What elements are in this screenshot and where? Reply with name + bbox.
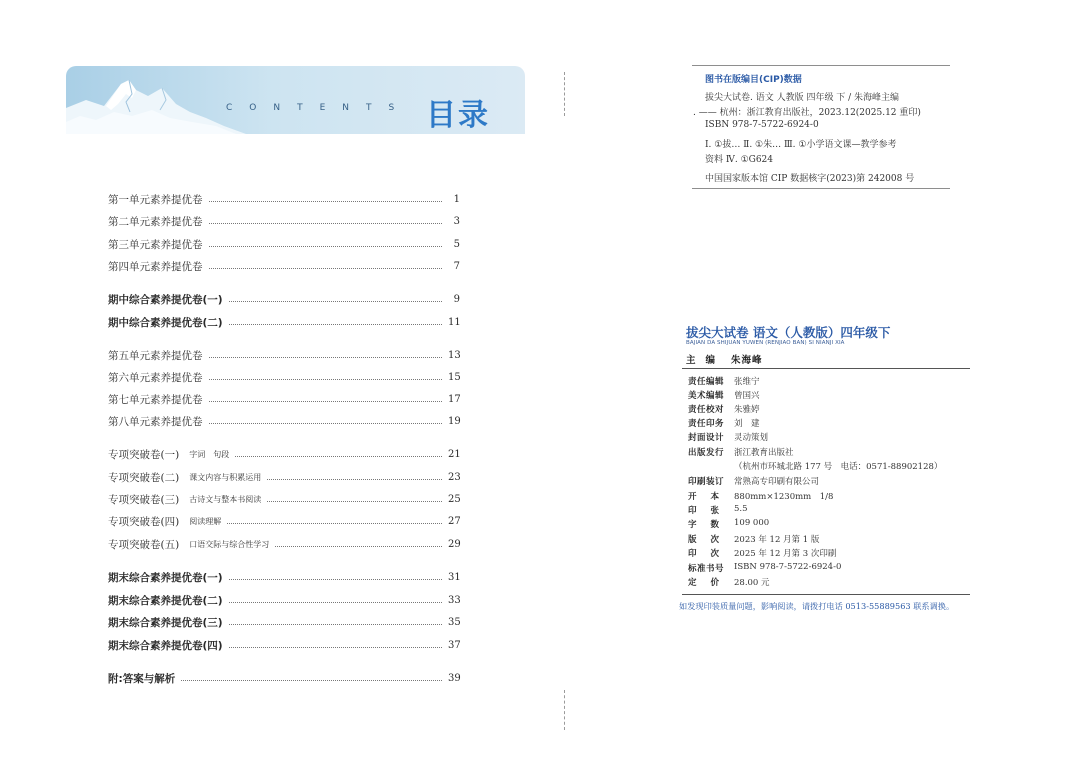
toc-entry <box>108 513 460 529</box>
info-key <box>688 460 734 473</box>
cip-heading: 图书在版编目(CIP)数据 <box>705 75 802 85</box>
leader-dots <box>229 301 442 302</box>
info-row <box>688 562 841 575</box>
chief-editor-label: 主编 <box>686 355 726 366</box>
chief-editor <box>686 352 763 366</box>
toc-entry <box>108 469 460 485</box>
contents-label: CONTENTS <box>226 103 412 113</box>
page-title: 目录 <box>426 98 490 133</box>
toc-entry-title: 第三单元素养提优卷 <box>108 238 203 251</box>
toc-entry <box>108 637 460 653</box>
toc-entry-page: 39 <box>448 672 461 684</box>
info-value: 109 000 <box>734 518 770 528</box>
leader-dots <box>209 268 443 269</box>
info-row <box>688 375 760 388</box>
leader-dots <box>181 680 442 681</box>
toc-entry-title: 专项突破卷(五) <box>108 538 180 551</box>
toc-entry <box>108 314 460 330</box>
info-value: ISBN 978-7-5722-6924-0 <box>734 562 842 572</box>
info-value: 2025 年 12 月第 3 次印刷 <box>734 549 837 559</box>
toc-entry-page: 35 <box>448 616 461 628</box>
toc-entry-page: 23 <box>448 471 461 483</box>
info-row <box>688 504 748 517</box>
cip-line: 中国国家版本馆 CIP 数据核字(2023)第 242008 号 <box>705 174 915 184</box>
toc-entry <box>108 236 460 252</box>
info-key: 印刷装订 <box>688 477 725 487</box>
leader-dots <box>267 501 442 502</box>
info-key: 定价 <box>688 578 734 588</box>
toc-entry-page: 27 <box>448 515 461 527</box>
info-key: 出版发行 <box>688 448 725 458</box>
toc-entry <box>108 670 460 686</box>
info-row <box>688 417 760 430</box>
toc-entry <box>108 213 460 229</box>
info-key: 美术编辑 <box>688 391 725 401</box>
toc-entry-title: 第五单元素养提优卷 <box>108 349 203 362</box>
toc-entry-title: 第四单元素养提优卷 <box>108 260 203 273</box>
info-value: 刘 建 <box>734 419 760 429</box>
book-pinyin: BAJIAN DA SHIJUAN YUWEN (RENJIAO BAN) SI NIANJI XIA <box>686 340 845 346</box>
toc-entry-title: 专项突破卷(四) <box>108 515 180 528</box>
toc-entry <box>108 191 460 207</box>
toc-entry-title: 第七单元素养提优卷 <box>108 393 203 406</box>
toc-entry-page: 7 <box>453 260 460 272</box>
toc-entry-page: 5 <box>453 238 460 250</box>
leader-dots <box>209 379 443 380</box>
info-row <box>688 518 769 531</box>
info-row <box>688 547 836 560</box>
info-row <box>688 475 819 488</box>
toc-entry-page: 33 <box>448 594 461 606</box>
info-value: 浙江教育出版社 <box>734 448 794 458</box>
toc-entry-subtitle: 古诗文与整本书阅读 <box>189 494 262 504</box>
toc-entry-title: 期末综合素养提优卷(三) <box>108 616 223 629</box>
leader-dots <box>275 546 442 547</box>
info-key: 责任编辑 <box>688 377 725 387</box>
toc-entry-page: 1 <box>453 193 460 205</box>
book-title: 拔尖大试卷 语文（人教版）四年级下 <box>686 325 891 340</box>
info-value: 常熟高专印刷有限公司 <box>734 477 820 487</box>
toc-entry-page: 3 <box>453 215 460 227</box>
leader-dots <box>229 624 442 625</box>
leader-dots <box>267 479 442 480</box>
info-value: 灵动策划 <box>734 433 769 443</box>
toc-entry <box>108 614 460 630</box>
toc-entry <box>108 291 460 307</box>
leader-dots <box>209 246 443 247</box>
toc-entry-page: 9 <box>453 293 460 305</box>
toc-entry-page: 37 <box>448 639 461 651</box>
info-key: 字数 <box>688 520 734 530</box>
info-row <box>688 389 760 402</box>
info-value: （杭州市环城北路 177 号 电话：0571-88902128） <box>734 462 943 472</box>
toc-entry <box>108 413 460 429</box>
info-key: 印张 <box>688 506 734 516</box>
info-key: 责任印务 <box>688 419 725 429</box>
info-value: 张维宁 <box>734 377 760 387</box>
cip-top-rule <box>692 65 950 66</box>
leader-dots <box>209 401 443 402</box>
info-value: 28.00 元 <box>734 578 770 588</box>
info-key: 版次 <box>688 535 734 545</box>
info-key: 印次 <box>688 549 734 559</box>
info-row <box>688 446 794 459</box>
toc-entry-page: 11 <box>448 316 461 328</box>
cip-line: . —— 杭州：浙江教育出版社，2023.12(2025.12 重印) <box>693 108 921 118</box>
toc-entry-subtitle: 字词 句段 <box>189 449 230 459</box>
toc-entry <box>108 446 460 462</box>
info-row <box>688 431 768 444</box>
toc-entry <box>108 347 460 363</box>
toc-entry <box>108 491 460 507</box>
toc-entry <box>108 536 460 552</box>
info-value: 朱雅婷 <box>734 405 760 415</box>
toc-entry-title: 期中综合素养提优卷(二) <box>108 316 223 329</box>
toc-entry-page: 17 <box>448 393 461 405</box>
leader-dots <box>209 223 443 224</box>
leader-dots <box>229 579 442 580</box>
leader-dots <box>229 324 442 325</box>
toc-entry-title: 期末综合素养提优卷(二) <box>108 594 223 607</box>
toc-entry-title: 专项突破卷(一) <box>108 448 180 461</box>
cip-line: 拔尖大试卷. 语文 人教版 四年级 下 / 朱海峰主编 <box>705 93 900 103</box>
toc-entry-subtitle: 阅读理解 <box>189 516 222 526</box>
info-value: 曾国兴 <box>734 391 760 401</box>
toc-entry-title: 第六单元素养提优卷 <box>108 371 203 384</box>
info-value: 2023 年 12 月第 1 版 <box>734 535 820 545</box>
info-row <box>688 490 833 503</box>
info-key: 责任校对 <box>688 405 725 415</box>
toc-entry-subtitle: 课文内容与积累运用 <box>189 472 262 482</box>
leader-dots <box>209 201 443 202</box>
toc-entry-page: 19 <box>448 415 461 427</box>
cip-bottom-rule <box>692 188 950 189</box>
toc-entry-title: 第二单元素养提优卷 <box>108 215 203 228</box>
info-key: 封面设计 <box>688 433 725 443</box>
info-top-rule <box>682 368 970 369</box>
toc-entry <box>108 258 460 274</box>
toc-entry <box>108 569 460 585</box>
toc-entry-title: 期中综合素养提优卷(一) <box>108 293 223 306</box>
toc-entry-title: 期末综合素养提优卷(四) <box>108 639 223 652</box>
toc-entry-title: 第八单元素养提优卷 <box>108 415 203 428</box>
toc-entry-page: 15 <box>448 371 461 383</box>
toc-entry <box>108 391 460 407</box>
chief-editor-name: 朱海峰 <box>731 355 763 366</box>
info-row <box>688 403 760 416</box>
toc-entry-page: 31 <box>448 571 461 583</box>
toc-entry-page: 21 <box>448 448 461 460</box>
toc-entry-subtitle: 口语交际与综合性学习 <box>189 539 270 549</box>
info-bottom-rule <box>682 594 970 595</box>
toc-entry-title: 专项突破卷(三) <box>108 493 180 506</box>
info-row <box>688 576 770 589</box>
info-row <box>688 533 819 546</box>
leader-dots <box>229 602 442 603</box>
toc-entry-page: 13 <box>448 349 461 361</box>
info-value: 5.5 <box>734 504 748 514</box>
leader-dots <box>209 357 443 358</box>
leader-dots <box>209 423 443 424</box>
info-value: 880mm×1230mm 1/8 <box>734 492 834 502</box>
leader-dots <box>227 523 442 524</box>
cip-line: 资料 Ⅳ. ①G624 <box>705 155 774 165</box>
leader-dots <box>235 456 442 457</box>
toc-entry-title: 第一单元素养提优卷 <box>108 193 203 206</box>
toc-entry <box>108 592 460 608</box>
toc-entry-title: 期末综合素养提优卷(一) <box>108 571 223 584</box>
info-key: 开本 <box>688 492 734 502</box>
cip-line: Ⅰ. ①拔… Ⅱ. ①朱… Ⅲ. ①小学语文课—教学参考 <box>705 140 897 150</box>
cip-line: ISBN 978-7-5722-6924-0 <box>705 120 819 130</box>
toc-entry-title: 专项突破卷(二) <box>108 471 180 484</box>
quality-notice: 如发现印装质量问题，影响阅读，请拨打电话 0513-55889563 联系调换。 <box>679 601 955 611</box>
toc-entry-title: 附:答案与解析 <box>108 672 176 685</box>
leader-dots <box>229 647 442 648</box>
info-key: 标准书号 <box>688 564 725 574</box>
info-row <box>688 460 942 473</box>
toc-entry <box>108 369 460 385</box>
toc-entry-page: 25 <box>448 493 461 505</box>
toc-entry-page: 29 <box>448 538 461 550</box>
